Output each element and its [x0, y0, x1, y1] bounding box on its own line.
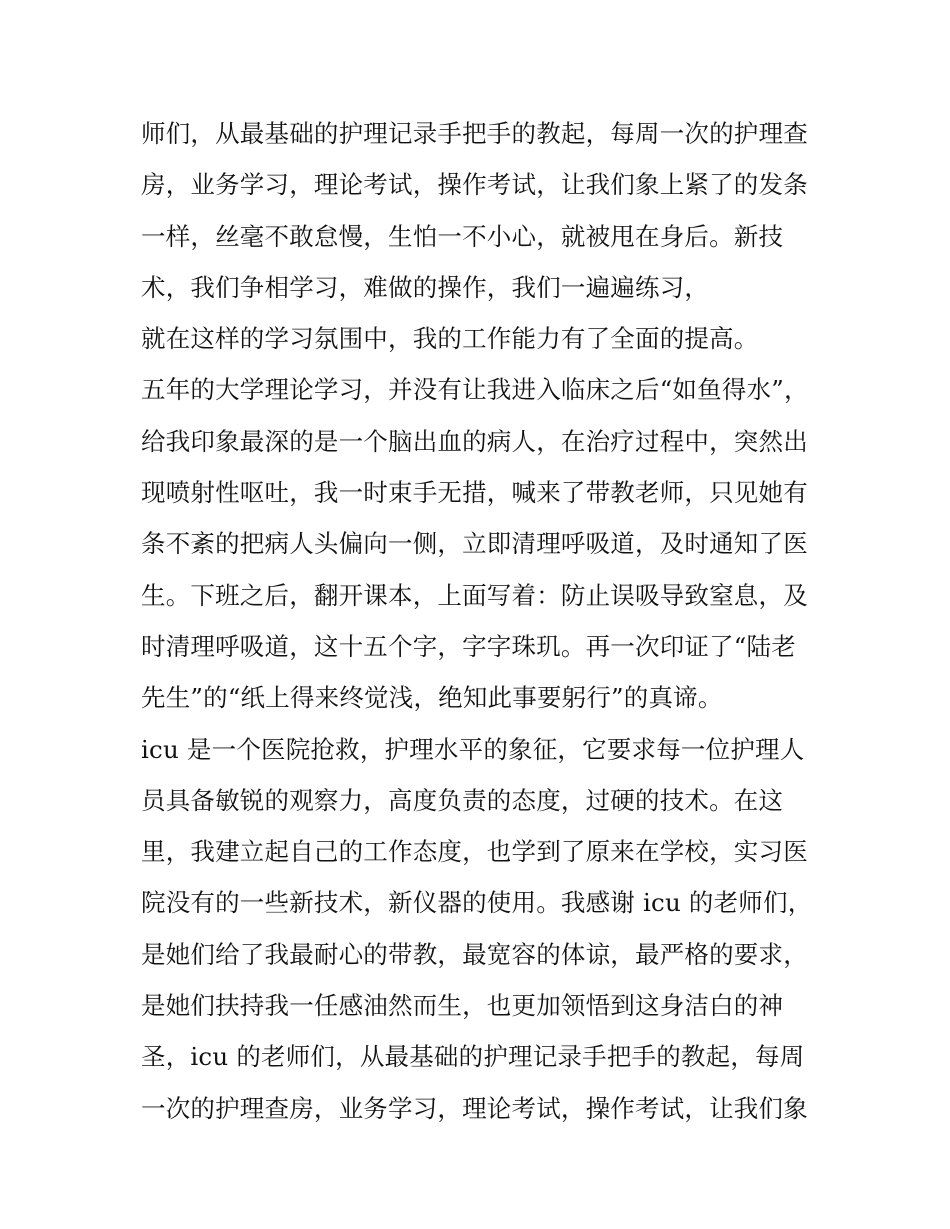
text-line: 院没有的一些新技术，新仪器的使用。我感谢 icu 的老师们，: [141, 888, 813, 918]
text-line: 条不紊的把病人头偏向一侧，立即清理呼吸道，及时通知了医: [141, 529, 808, 559]
text-line: 圣，icu 的老师们，从最基础的护理记录手把手的教起，每周: [141, 1042, 805, 1072]
text-line: 术，我们争相学习，难做的操作，我们一遍遍练习，: [141, 272, 710, 302]
text-line: 现喷射性呕吐，我一时束手无措，喊来了带教老师，只见她有: [141, 478, 808, 508]
text-line: 先生”的“纸上得来终觉浅，绝知此事要躬行”的真谛。: [141, 683, 723, 713]
text-line: 师们，从最基础的护理记录手把手的教起，每周一次的护理查: [141, 119, 808, 148]
text-line: 房，业务学习，理论考试，操作考试，让我们象上紧了的发条: [141, 170, 808, 200]
text-line: 里，我建立起自己的工作态度，也学到了原来在学校，实习医: [141, 837, 808, 867]
text-line: 给我印象最深的是一个脑出血的病人，在治疗过程中，突然出: [141, 426, 808, 456]
text-line: 是她们给了我最耐心的带教，最宽容的体谅，最严格的要求，: [141, 939, 808, 969]
text-line: 一次的护理查房，业务学习，理论考试，操作考试，让我们象: [141, 1093, 808, 1123]
body-text: [141, 108, 821, 1134]
text-line: 员具备敏锐的观察力，高度负责的态度，过硬的技术。在这: [141, 785, 784, 815]
text-line: icu 是一个医院抢救，护理水平的象征，它要求每一位护理人: [141, 734, 805, 764]
text-line: 是她们扶持我一任感油然而生，也更加领悟到这身洁白的神: [141, 991, 784, 1021]
text-line: 时清理呼吸道，这十五个字，字字珠玑。再一次印证了“陆老: [141, 631, 796, 661]
text-line: 一样，丝毫不敢怠慢，生怕一不小心，就被甩在身后。新技: [141, 221, 784, 251]
text-line: 生。下班之后，翻开课本，上面写着：防止误吸导致窒息，及: [141, 580, 808, 610]
text-line: 五年的大学理论学习，并没有让我进入临床之后“如鱼得水”，: [141, 375, 809, 405]
text-line: 就在这样的学习氛围中，我的工作能力有了全面的提高。: [141, 324, 759, 354]
